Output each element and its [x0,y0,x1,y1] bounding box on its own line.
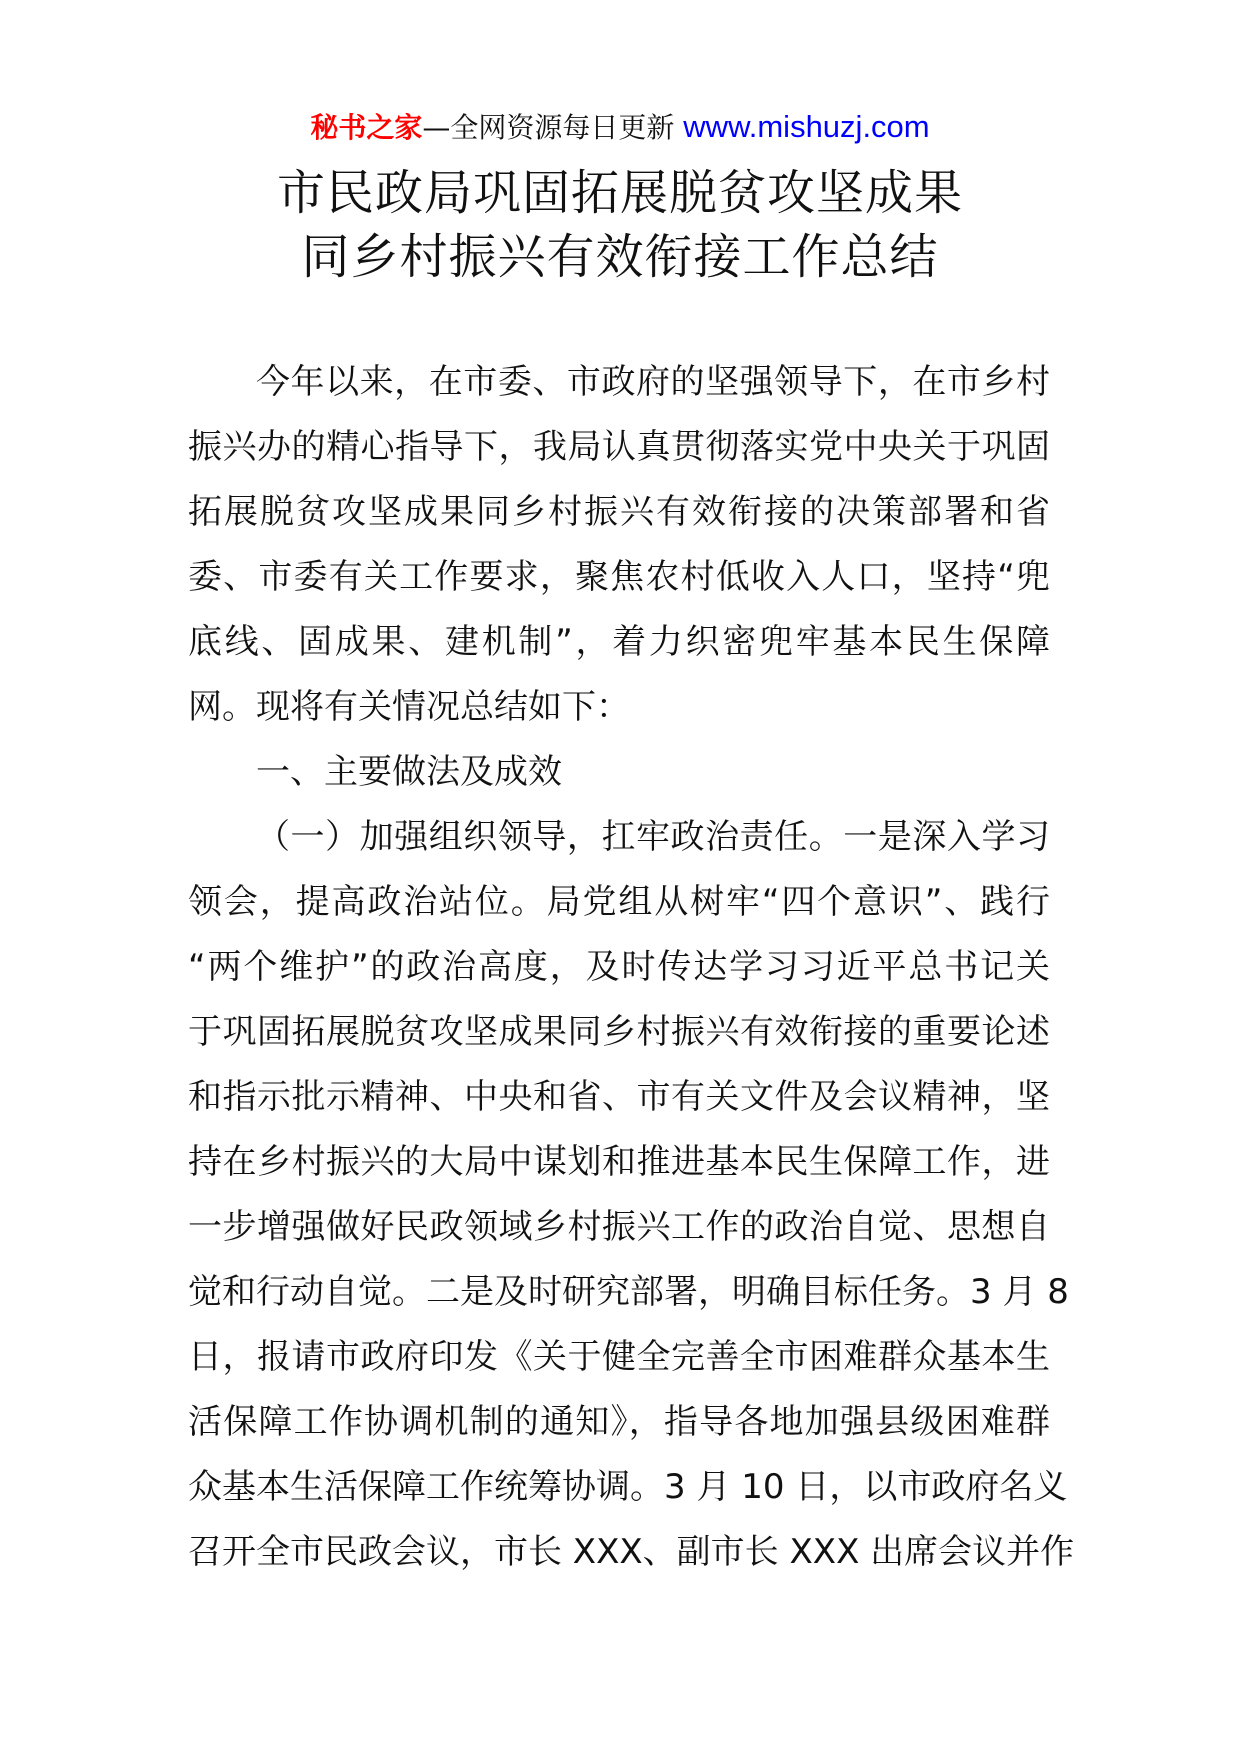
paragraph-line: 领会，提高政治站位。局党组从树牢“四个意识”、践行 [188,882,1050,922]
banner-tagline: —全网资源每日更新 [422,111,684,144]
paragraph-line: 召开全市民政会议，市长 XXX、副市长 XXX 出席会议并作 [188,1532,1075,1572]
site-banner [0,106,1240,149]
site-url-link[interactable]: www.mishuzj.com [683,109,930,144]
paragraph-line: 委、市委有关工作要求，聚焦农村低收入人口，坚持“兜 [188,557,1050,597]
paragraph-line: 拓展脱贫攻坚成果同乡村振兴有效衔接的决策部署和省 [188,492,1050,532]
paragraph-line: 一步增强做好民政领域乡村振兴工作的政治自觉、思想自 [188,1207,1050,1247]
paragraph-line: 活保障工作协调机制的通知》，指导各地加强县级困难群 [188,1402,1050,1442]
paragraph-line: （一）加强组织领导，扛牢政治责任。一是深入学习 [256,817,1050,857]
section-heading: 一、主要做法及成效 [256,752,562,792]
document-title-line-1: 市民政局巩固拓展脱贫攻坚成果 [276,165,963,221]
paragraph-line: 众基本生活保障工作统筹协调。3 月 10 日，以市政府名义 [188,1467,1068,1507]
paragraph-line: 底线、固成果、建机制”，着力织密兜牢基本民生保障 [188,622,1050,662]
paragraph-line: 于巩固拓展脱贫攻坚成果同乡村振兴有效衔接的重要论述 [188,1012,1050,1052]
brand-name: 秘书之家 [310,111,423,144]
paragraph-line: 持在乡村振兴的大局中谋划和推进基本民生保障工作，进 [188,1142,1050,1182]
paragraph-line: “两个维护”的政治高度，及时传达学习习近平总书记关 [188,947,1050,987]
document-title-line-2: 同乡村振兴有效衔接工作总结 [301,229,939,285]
paragraph-line: 振兴办的精心指导下，我局认真贯彻落实党中央关于巩固 [188,427,1050,467]
paragraph-line: 今年以来，在市委、市政府的坚强领导下，在市乡村 [256,362,1050,402]
paragraph-line: 网。现将有关情况总结如下： [188,687,630,727]
paragraph-line: 觉和行动自觉。二是及时研究部署，明确目标任务。3 月 8 [188,1272,1069,1312]
paragraph-line: 日，报请市政府印发《关于健全完善全市困难群众基本生 [188,1337,1050,1377]
document-body [188,350,1075,1585]
paragraph-line: 和指示批示精神、中央和省、市有关文件及会议精神，坚 [188,1077,1050,1117]
